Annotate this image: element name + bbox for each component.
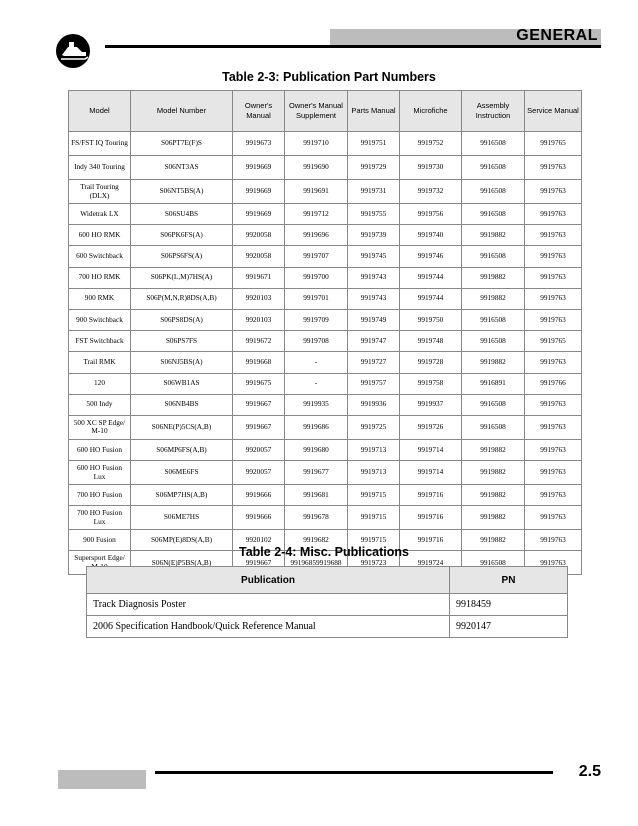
table-cell: 9919681 (285, 485, 348, 506)
footer-rule (155, 771, 553, 774)
table-row (69, 506, 582, 530)
table-cell: 9919763 (525, 506, 582, 530)
table-cell: 9919740 (400, 225, 462, 246)
table-cell: 9919712 (285, 204, 348, 225)
table-cell: 9916508 (462, 246, 525, 267)
table-2-3-caption: Table 2-3: Publication Part Numbers (222, 70, 436, 84)
table-cell: S06NT3AS (131, 156, 233, 180)
table-cell: 9919935 (285, 394, 348, 415)
table-cell: 9919763 (525, 461, 582, 485)
table-cell: 9919669 (233, 180, 285, 204)
table-cell: 900 Fusion (69, 530, 131, 551)
table-cell: 9920057 (233, 439, 285, 460)
table-cell: 9920057 (233, 461, 285, 485)
table-cell: 500 XC SP Edge/ M-10 (69, 415, 131, 439)
table-cell: 600 Switchback (69, 246, 131, 267)
table-cell: 9919882 (462, 461, 525, 485)
table-cell: 9919701 (285, 288, 348, 309)
table-cell: 9919671 (233, 267, 285, 288)
table-cell: Track Diagnosis Poster (87, 594, 450, 616)
table-cell: 9919765 (525, 331, 582, 352)
header-rule (105, 45, 601, 48)
table-cell: S06NJ5BS(A) (131, 352, 233, 373)
table-cell: 9916508 (462, 132, 525, 156)
table-row (69, 415, 582, 439)
table-cell: 9919696 (285, 225, 348, 246)
table-cell: 9916508 (462, 309, 525, 330)
table-row (87, 594, 568, 616)
table-cell: 9919691 (285, 180, 348, 204)
table-row (69, 156, 582, 180)
table-cell: 120 (69, 373, 131, 394)
table-cell: 700 HO Fusion Lux (69, 506, 131, 530)
table-cell: 600 HO Fusion (69, 439, 131, 460)
table-cell: 9919746 (400, 246, 462, 267)
table-cell: S06NT5BS(A) (131, 180, 233, 204)
table-row (69, 394, 582, 415)
table-cell: 9919715 (348, 506, 400, 530)
column-header: Assembly Instruction (462, 91, 525, 132)
table-cell: 9919725 (348, 415, 400, 439)
table-cell: 9919882 (462, 225, 525, 246)
table-cell: Indy 340 Touring (69, 156, 131, 180)
table-row (87, 616, 568, 638)
table-cell: 9919728 (400, 352, 462, 373)
table-cell: 700 HO Fusion (69, 485, 131, 506)
table-cell: 600 HO RMK (69, 225, 131, 246)
table-cell: 9919682 (285, 530, 348, 551)
table-cell: 9916508 (462, 180, 525, 204)
table-cell: 9919763 (525, 485, 582, 506)
footer-band (58, 770, 146, 789)
table-cell: Supersport Edge/ (69, 551, 131, 575)
table-cell: 9919882 (462, 439, 525, 460)
table-cell: 9919686 (285, 415, 348, 439)
table-cell: 900 Switchback (69, 309, 131, 330)
table-cell: 9919743 (348, 267, 400, 288)
table-cell: 9919758 (400, 373, 462, 394)
table-cell: 9919882 (462, 267, 525, 288)
column-header: Model (69, 91, 131, 132)
table-cell: 9919763 (525, 394, 582, 415)
table-cell: 9919763 (525, 156, 582, 180)
table-cell: 9919700 (285, 267, 348, 288)
snowmobile-section-icon (55, 33, 95, 69)
table-row (69, 225, 582, 246)
table-cell: 9919763 (525, 309, 582, 330)
table-cell: 9918459 (450, 594, 568, 616)
table-cell: 9919668 (233, 352, 285, 373)
table-2-4-caption: Table 2-4: Misc. Publications (239, 545, 409, 559)
table-cell: S06WB1AS (131, 373, 233, 394)
table-cell: 9919667 (233, 551, 285, 575)
table-cell: 9919723 (348, 551, 400, 575)
table-cell: 9919732 (400, 180, 462, 204)
table-cell: 2006 Specification Handbook/Quick Reference Manual (87, 616, 450, 638)
table-cell: 9919716 (400, 506, 462, 530)
table-cell: S06PK(L,M)7HS(A) (131, 267, 233, 288)
table-cell: 9919678 (285, 506, 348, 530)
table-cell: 9919714 (400, 439, 462, 460)
table-cell: 9919708 (285, 331, 348, 352)
table-cell: 9919713 (348, 439, 400, 460)
table-cell: 9919666 (233, 506, 285, 530)
table-cell: 9919765 (525, 132, 582, 156)
table-cell: 9920058 (233, 246, 285, 267)
table-cell: 9919667 (233, 415, 285, 439)
table-cell: 9919936 (348, 394, 400, 415)
table-cell: 9916508 (462, 331, 525, 352)
table-cell: 9916508 (462, 156, 525, 180)
table-cell: 9919744 (400, 288, 462, 309)
table-cell: 9919669 (233, 156, 285, 180)
table-header-row (87, 567, 568, 594)
table-cell: 9919756 (400, 204, 462, 225)
column-header: Model Number (131, 91, 233, 132)
table-cell: 9919747 (348, 331, 400, 352)
table-cell: Widetrak LX (69, 204, 131, 225)
table-cell: S06MP6FS(A,B) (131, 439, 233, 460)
table-cell: S06NB4BS (131, 394, 233, 415)
table-cell: 99196859919688 (285, 551, 348, 575)
table-cell: - (285, 373, 348, 394)
table-cell: 9919763 (525, 439, 582, 460)
table-cell: S06N(E)P5BS(A,B) (131, 551, 233, 575)
table-cell: 9920058 (233, 225, 285, 246)
table-cell: 9919763 (525, 225, 582, 246)
table-cell: 9919673 (233, 132, 285, 156)
table-cell: 9920103 (233, 288, 285, 309)
table-cell: 9919882 (462, 530, 525, 551)
table-cell: 9919716 (400, 530, 462, 551)
table-cell: 9919667 (233, 394, 285, 415)
table-row (69, 309, 582, 330)
column-header: Microfiche (400, 91, 462, 132)
table-cell: 9916508 (462, 415, 525, 439)
table-row (69, 485, 582, 506)
table-cell: 9920102 (233, 530, 285, 551)
table-body (69, 132, 582, 575)
table-cell: 9919690 (285, 156, 348, 180)
table-cell: 9919763 (525, 551, 582, 575)
table-cell: 9919757 (348, 373, 400, 394)
table-cell: 9919710 (285, 132, 348, 156)
table-cell: 9919730 (400, 156, 462, 180)
table-cell: 9919675 (233, 373, 285, 394)
table-cell: - (285, 352, 348, 373)
table-cell: 9916508 (462, 204, 525, 225)
table-cell: S06PS8DS(A) (131, 309, 233, 330)
table-cell: S06SU4BS (131, 204, 233, 225)
table-body (87, 594, 568, 638)
misc-publications-table (86, 566, 568, 638)
table-cell: 9919763 (525, 180, 582, 204)
table-cell: 9919748 (400, 331, 462, 352)
table-cell: Trail Touring (DLX) (69, 180, 131, 204)
table-cell: 9919751 (348, 132, 400, 156)
table-cell: 9919715 (348, 485, 400, 506)
table-cell: 9919715 (348, 530, 400, 551)
table-cell: 9919680 (285, 439, 348, 460)
table-cell: 500 Indy (69, 394, 131, 415)
table-cell: 9919763 (525, 246, 582, 267)
table-cell: 9919666 (233, 485, 285, 506)
table-row (69, 373, 582, 394)
table-cell: 9919677 (285, 461, 348, 485)
table-cell: 9919726 (400, 415, 462, 439)
table-cell: 9916891 (462, 373, 525, 394)
column-header: Service Manual (525, 91, 582, 132)
table-cell: 700 HO RMK (69, 267, 131, 288)
table-cell: 9919763 (525, 288, 582, 309)
table-cell: 9919744 (400, 267, 462, 288)
column-header: Owner's Manual Supplement (285, 91, 348, 132)
publication-part-numbers-table (68, 90, 582, 575)
column-header: Owner's Manual (233, 91, 285, 132)
table-cell: 9919714 (400, 461, 462, 485)
table-cell: 600 HO Fusion Lux (69, 461, 131, 485)
table-cell: 9919882 (462, 485, 525, 506)
table-row (69, 331, 582, 352)
table-cell: 9916508 (462, 394, 525, 415)
table-cell: FST Switchback (69, 331, 131, 352)
table-cell: 9919672 (233, 331, 285, 352)
table-cell: 9919731 (348, 180, 400, 204)
table-row (69, 352, 582, 373)
table-cell: 9919763 (525, 415, 582, 439)
table-row (69, 180, 582, 204)
table-cell: S06PS7FS (131, 331, 233, 352)
table-cell: S06PT7E(F)S (131, 132, 233, 156)
table-cell: 9919749 (348, 309, 400, 330)
table-cell: 9919882 (462, 506, 525, 530)
table-header-row (69, 91, 582, 132)
table-cell: 9919763 (525, 352, 582, 373)
table-row (69, 461, 582, 485)
table-cell: Trail RMK (69, 352, 131, 373)
table-row (69, 267, 582, 288)
column-header: PN (450, 567, 568, 594)
table-row (69, 439, 582, 460)
table-cell: S06MP(E)8DS(A,B) (131, 530, 233, 551)
table-cell: S06PK6FS(A) (131, 225, 233, 246)
table-cell: 9919750 (400, 309, 462, 330)
section-title: GENERAL (516, 27, 598, 44)
column-header: Publication (87, 567, 450, 594)
table-cell: S06ME6FS (131, 461, 233, 485)
table-cell: S06P(M,N,R)8DS(A,B) (131, 288, 233, 309)
column-header: Parts Manual (348, 91, 400, 132)
table-cell: 9919743 (348, 288, 400, 309)
table-cell: 9919724 (400, 551, 462, 575)
table-cell: 9919937 (400, 394, 462, 415)
table-cell: 9916508 (462, 551, 525, 575)
table-cell: S06MP7HS(A,B) (131, 485, 233, 506)
table-cell: 900 RMK (69, 288, 131, 309)
table-cell: 9919739 (348, 225, 400, 246)
table-cell: S06ME7HS (131, 506, 233, 530)
table-cell: S06NE(P)5CS(A,B) (131, 415, 233, 439)
table-row (69, 204, 582, 225)
table-cell: 9919882 (462, 352, 525, 373)
table-cell: 9919709 (285, 309, 348, 330)
table-row (69, 246, 582, 267)
table-cell: 9919763 (525, 204, 582, 225)
table-cell: 9919766 (525, 373, 582, 394)
table-cell: 9920147 (450, 616, 568, 638)
table-cell: 9919729 (348, 156, 400, 180)
table-cell: 9919727 (348, 352, 400, 373)
table-cell: 9919745 (348, 246, 400, 267)
table-cell: 9919763 (525, 267, 582, 288)
table-row (69, 288, 582, 309)
table-cell: 9919882 (462, 288, 525, 309)
table-cell: FS/FST IQ Touring (69, 132, 131, 156)
table-cell: 9920103 (233, 309, 285, 330)
page-number: 2.5 (578, 763, 601, 780)
table-cell: 9919713 (348, 461, 400, 485)
table-cell: 9919716 (400, 485, 462, 506)
table-cell: 9919707 (285, 246, 348, 267)
table-cell: 9919763 (525, 530, 582, 551)
table-cell: S06PS6FS(A) (131, 246, 233, 267)
table-row (69, 132, 582, 156)
table-cell: 9919755 (348, 204, 400, 225)
table-cell: 9919669 (233, 204, 285, 225)
table-cell: 9919752 (400, 132, 462, 156)
